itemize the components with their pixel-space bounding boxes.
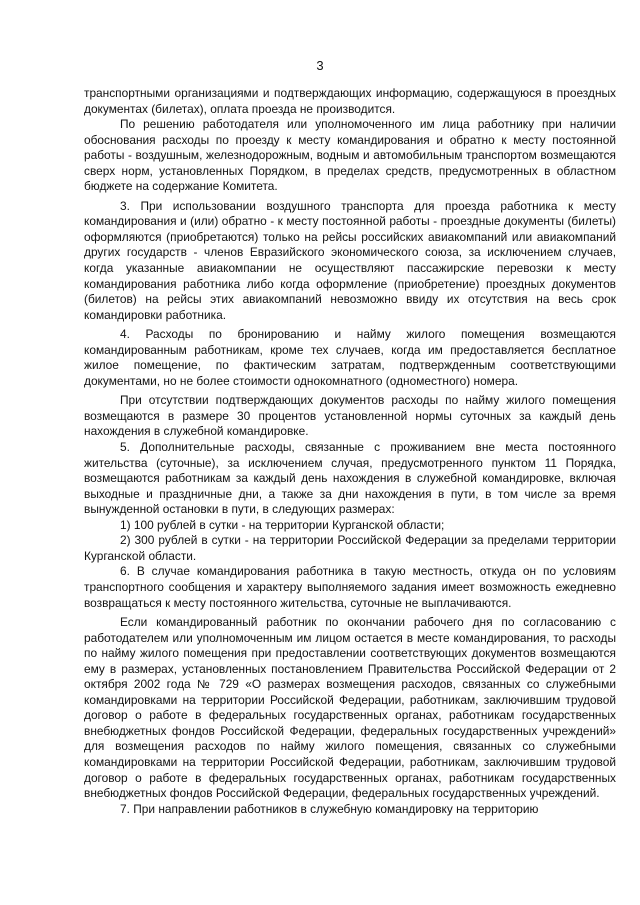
- paragraph-item-5: 5. Дополнительные расходы, связанные с проживанием вне места постоянного жительства (суточные), за исключением случая, предусмотренного пунктом 11 Порядка, возмещаются работникам за каждый день нахождения в служебной командировке, включая выходные и праздничные дни, а также за дни нахождения в пути, в том числе за время вынужденной остановки в пути, в следующих размерах:: [84, 440, 616, 517]
- paragraph-item-6: 6. В случае командирования работника в такую местность, откуда он по условиям транспортного сообщения и характеру выполняемого задания имеет возможность ежедневно возвращаться к месту постоянного жительства, суточные не выплачиваются.: [84, 564, 616, 610]
- paragraph-item-3: 3. При использовании воздушного транспорта для проезда работника к месту командирования и (или) обратно - к месту постоянной работы - проездные документы (билеты) оформляются (приобретаются) только на рейсы российских авиакомпаний или авиакомпаний других государств - членов Евразийского экономического союза, за исключением случаев, когда указанные авиакомпании не осуществляют пассажирские перевозки к месту командирования работника либо когда оформление (приобретение) проездных документов (билетов) на рейсы этих авиакомпаний невозможно ввиду их отсутствия на весь срок командировки работника.: [84, 198, 616, 322]
- paragraph-subitem-2: 2) 300 рублей в сутки - на территории Российской Федерации за пределами территории Курганской области.: [84, 533, 616, 563]
- page-number: 3: [316, 58, 324, 73]
- paragraph-no-documents: При отсутствии подтверждающих документов расходы по найму жилого помещения возмещаются в размере 30 процентов установленной нормы суточных за каждый день нахождения в служебной командировке.: [84, 393, 616, 439]
- paragraph-stay-after-work: Если командированный работник по окончании рабочего дня по согласованию с работодателем или уполномоченным им лицом остается в месте командирования, то расходы по найму жилого помещения при предоставлении соответствующих документов возмещаются ему в размерах, установленных постановлением Правительства Российской Федерации от 2 октября 2002 года № 729 «О размерах возмещения расходов, связанных со служебными командировками на территории Российской Федерации, работникам, заключившим трудовой договор о работе в федеральных государственных органах, работникам государственных внебюджетных фондов Российской Федерации, федеральных государственных учреждений» для возмещения расходов по найму жилого помещения, связанных со служебными командировками на территории Российской Федерации, работникам, заключившим трудовой договор о работе в федеральных государственных органах, работникам государственных внебюджетных фондов Российской Федерации, федеральных государственных учреждений.: [84, 615, 616, 801]
- paragraph-item-7: 7. При направлении работников в служебную командировку на территорию: [120, 801, 539, 816]
- document-body: [84, 86, 616, 817]
- paragraph-item-4: 4. Расходы по бронированию и найму жилого помещения возмещаются командированным работникам, кроме тех случаев, когда им предоставляется бесплатное жилое помещение, по фактическим затратам, подтвержденным соответствующими документами, но не более стоимости однокомнатного (одноместного) номера.: [84, 327, 616, 388]
- paragraph-travel-decision: По решению работодателя или уполномоченного им лица работнику при наличии обоснования расходы по проезду к месту командирования и обратно к месту постоянной работы - воздушным, железнодорожным, водным и автомобильным транспортом возмещаются сверх норм, установленных Порядком, в пределах средств, предусмотренных в областном бюджете на содержание Комитета.: [84, 117, 616, 194]
- paragraph-subitem-1: 1) 100 рублей в сутки - на территории Курганской области;: [120, 517, 445, 532]
- paragraph-continuation: транспортными организациями и подтверждающих информацию, содержащуюся в проездных документах (билетах), оплата проезда не производится.: [84, 86, 616, 116]
